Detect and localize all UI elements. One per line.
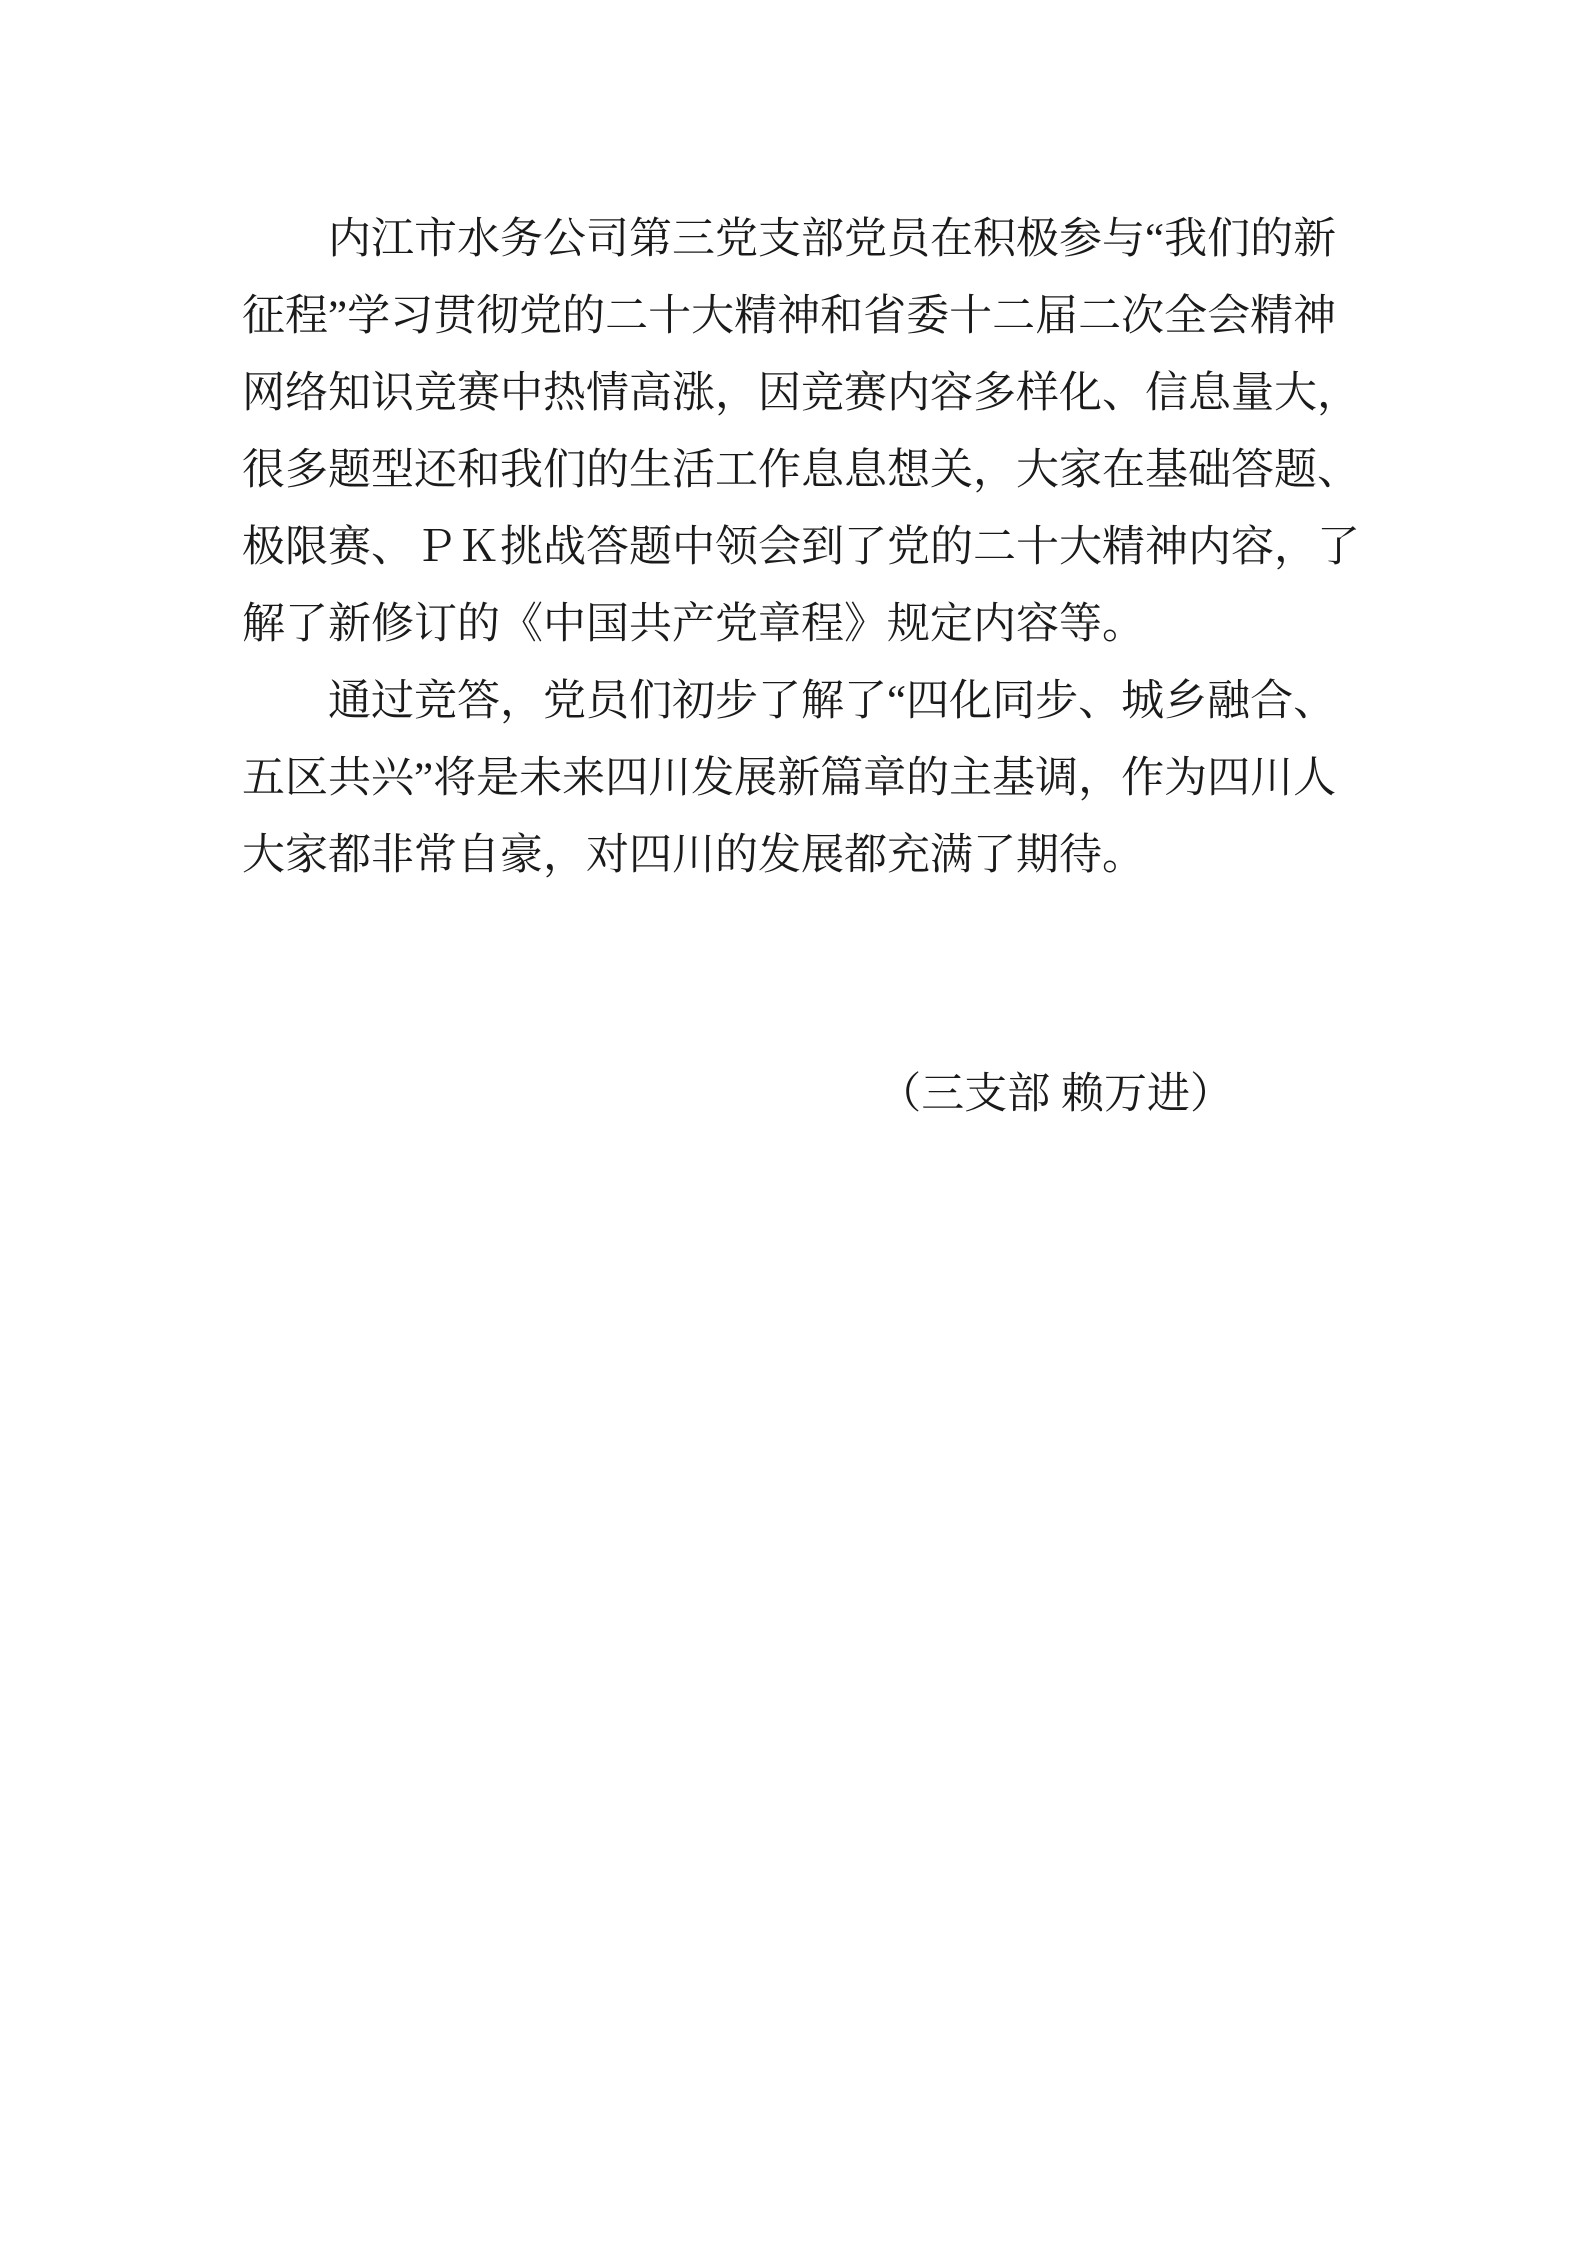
paragraph-2-line-1: 通过竞答，党员们初步了解了“四化同步、城乡融合、 — [328, 678, 1337, 725]
paragraph-2 — [242, 663, 1360, 894]
paragraph-2-line-3: 大家都非常自豪，对四川的发展都充满了期待。 — [242, 832, 1145, 879]
signature-line: （三支部 赖万进） — [878, 1071, 1233, 1118]
paragraph-1 — [242, 201, 1360, 663]
paragraph-1-line-1: 内江市水务公司第三党支部党员在积极参与“我们的新 — [328, 216, 1337, 263]
paragraph-1-line-5: 极限赛、ＰＫ挑战答题中领会到了党的二十大精神内容，了 — [242, 524, 1360, 571]
paragraph-1-line-4: 很多题型还和我们的生活工作息息想关，大家在基础答题、 — [242, 447, 1360, 494]
paragraph-1-line-2: 征程”学习贯彻党的二十大精神和省委十二届二次全会精神 — [242, 293, 1337, 340]
paragraph-2-line-2: 五区共兴”将是未来四川发展新篇章的主基调，作为四川人 — [242, 755, 1337, 802]
paragraph-1-line-6: 解了新修订的《中国共产党章程》规定内容等。 — [242, 601, 1145, 648]
paragraph-1-line-3: 网络知识竞赛中热情高涨，因竞赛内容多样化、信息量大， — [242, 370, 1360, 417]
document-body — [242, 201, 1360, 894]
